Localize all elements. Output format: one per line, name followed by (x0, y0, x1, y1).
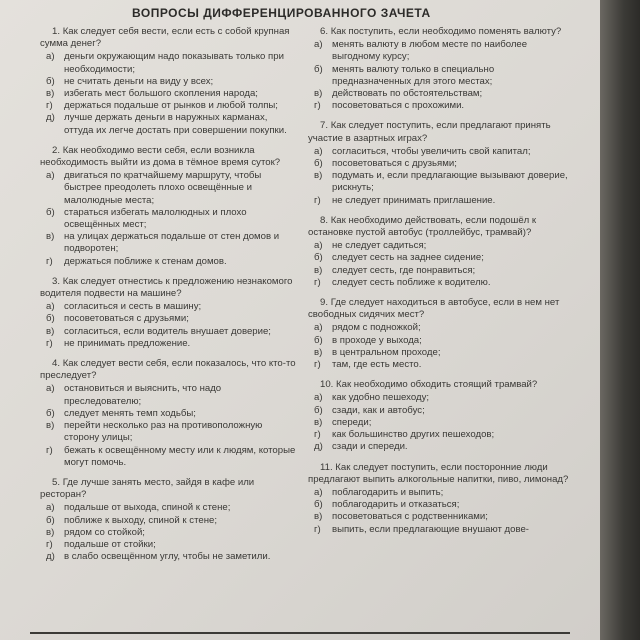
option-text: не принимать предложение. (64, 337, 191, 349)
answer-option (314, 429, 570, 441)
option-letter: в) (314, 170, 323, 182)
option-letter: г) (314, 194, 321, 206)
answer-option (314, 335, 570, 347)
option-letter: а) (46, 383, 55, 395)
answer-option (46, 515, 298, 527)
question-text: 2. Как необходимо вести себя, если возникла необходимость выйти из дома в тёмное время суток? (40, 144, 281, 169)
option-letter: в) (46, 231, 55, 243)
option-text: стараться избегать малолюдных и плохо освещённых мест; (64, 206, 247, 231)
answer-option (46, 207, 298, 231)
option-text: в слабо освещённом углу, чтобы не заметили. (64, 551, 271, 563)
answer-option (46, 313, 298, 325)
option-text: держаться подальше от рынков и любой толпы; (64, 100, 278, 112)
answer-option (314, 158, 570, 170)
answer-option (314, 146, 570, 158)
answer-option (46, 301, 298, 313)
option-text: поблагодарить и выпить; (332, 486, 444, 498)
answer-options (308, 39, 570, 112)
option-letter: в) (314, 511, 323, 523)
option-letter: а) (46, 51, 55, 63)
answer-option (46, 539, 298, 551)
option-text: сзади и спереди. (332, 441, 408, 453)
option-text: посоветоваться с прохожими. (332, 100, 465, 112)
answer-options (308, 487, 570, 536)
option-text: посоветоваться с родственниками; (332, 511, 488, 523)
answer-option (314, 524, 570, 536)
answer-options (308, 240, 570, 289)
option-text: на улицах держаться подальше от стен домов и подворотен; (64, 231, 280, 255)
option-text: сзади, как и автобус; (332, 404, 425, 416)
answer-options (308, 146, 570, 207)
question (40, 26, 298, 137)
answer-option (46, 551, 298, 563)
option-letter: г) (314, 100, 321, 112)
option-text: не следует садиться; (332, 240, 427, 252)
option-letter: д) (46, 112, 55, 124)
right-question-column (308, 26, 570, 544)
option-letter: г) (314, 359, 321, 371)
question-text: 8. Как необходимо действовать, если подошёл к остановке пустой автобус (троллейбус, трамвай)? (308, 214, 537, 239)
option-text: в проходе у выхода; (332, 334, 422, 346)
answer-option (314, 441, 570, 453)
answer-option (314, 487, 570, 499)
option-text: в центральном проходе; (332, 346, 441, 358)
option-text: следует сесть поближе к водителю. (332, 276, 491, 288)
answer-option (314, 405, 570, 417)
option-letter: г) (46, 538, 53, 550)
option-letter: в) (314, 416, 323, 428)
option-letter: д) (314, 441, 323, 453)
page-title: ВОПРОСЫ ДИФФЕРЕНЦИРОВАННОГО ЗАЧЕТА (132, 6, 431, 20)
answer-option (46, 408, 298, 420)
option-letter: б) (46, 75, 55, 87)
option-text: не следует принимать приглашение. (332, 194, 496, 206)
answer-options (40, 170, 298, 268)
option-letter: б) (314, 158, 323, 170)
option-letter: д) (46, 551, 55, 563)
option-letter: б) (314, 334, 323, 346)
answer-option (314, 39, 570, 63)
option-letter: в) (314, 88, 323, 100)
option-letter: а) (314, 392, 323, 404)
option-letter: а) (46, 170, 55, 182)
answer-option (46, 502, 298, 514)
option-text: бежать к освещённому месту или к людям, которые могут помочь. (64, 444, 296, 468)
option-text: действовать по обстоятельствам; (332, 88, 483, 100)
answer-options (308, 322, 570, 371)
answer-option (46, 338, 298, 350)
option-letter: г) (314, 523, 321, 535)
option-text: остановиться и выяснить, что надо преследователю; (64, 383, 222, 407)
answer-option (46, 112, 298, 136)
option-letter: б) (46, 514, 55, 526)
option-letter: а) (314, 322, 323, 334)
answer-option (314, 100, 570, 112)
option-letter: а) (46, 301, 55, 313)
option-text: подальше от стойки; (64, 538, 156, 550)
option-letter: г) (46, 337, 53, 349)
option-letter: в) (314, 264, 323, 276)
page-edge-shadow (600, 0, 640, 640)
question (308, 297, 570, 371)
answer-option (314, 392, 570, 404)
question-text: 11. Как следует поступить, если посторонние люди предлагают выпить алкогольные напитки, пиво, лимонад? (308, 461, 569, 485)
option-letter: в) (46, 526, 55, 538)
question (308, 215, 570, 289)
question (308, 120, 570, 206)
option-text: перейти несколько раз на противоположную сторону улицы; (64, 420, 263, 444)
answer-options (40, 51, 298, 136)
answer-option (314, 417, 570, 429)
answer-option (314, 195, 570, 207)
option-letter: б) (314, 499, 323, 511)
option-letter: г) (314, 429, 321, 441)
option-text: поближе к выходу, спиной к стене; (64, 514, 217, 526)
option-text: следует менять темп ходьбы; (64, 407, 196, 419)
question-text: 10. Как необходимо обходить стоящий трамвай? (320, 379, 538, 391)
option-text: подумать и, если предлагающие вызывают доверие, рискнуть; (332, 170, 568, 194)
option-text: посоветоваться с друзьями; (64, 313, 189, 325)
option-text: как большинство других пешеходов; (332, 429, 495, 441)
answer-option (46, 51, 298, 75)
option-text: двигаться по кратчайшему маршруту, чтобы быстрее преодолеть плохо освещённые и малолюдные места; (64, 170, 262, 206)
option-text: следует сесть, где понравиться; (332, 264, 476, 276)
option-letter: а) (314, 39, 323, 51)
option-letter: б) (46, 313, 55, 325)
answer-option (314, 499, 570, 511)
option-letter: б) (314, 404, 323, 416)
answer-option (314, 359, 570, 371)
option-text: менять валюту в любом месте по наиболее выгодному курсу; (332, 39, 528, 63)
option-letter: а) (314, 240, 323, 252)
option-text: там, где есть место. (332, 359, 422, 371)
option-letter: г) (46, 255, 53, 267)
option-text: выпить, если предлагающие внушают дове- (332, 523, 530, 535)
option-text: спереди; (332, 416, 372, 428)
option-text: согласиться, если водитель внушает доверие; (64, 325, 271, 337)
question-text: 1. Как следует себя вести, если есть с собой крупная сумма денег? (40, 26, 290, 50)
answer-option (46, 76, 298, 88)
option-letter: в) (46, 88, 55, 100)
bottom-divider (30, 632, 570, 634)
option-text: не считать деньги на виду у всех; (64, 75, 214, 87)
option-letter: б) (314, 63, 323, 75)
question-text: 9. Где следует находиться в автобусе, если в нем нет свободных сидячих мест? (308, 297, 560, 321)
answer-option (46, 100, 298, 112)
option-text: держаться поближе к стенам домов. (64, 255, 227, 267)
option-text: менять валюту только в специально предназначенных для этого местах; (332, 63, 495, 87)
option-text: следует сесть на заднее сидение; (332, 252, 484, 264)
question (308, 462, 570, 536)
question (40, 477, 298, 563)
option-text: согласиться и сесть в машину; (64, 301, 202, 313)
option-letter: а) (314, 145, 323, 157)
answer-option (46, 170, 298, 207)
answer-option (314, 240, 570, 252)
option-text: лучше держать деньги в наружных карманах, оттуда их легче достать при совершении покупки. (64, 112, 287, 136)
option-text: рядом со стойкой; (64, 526, 145, 538)
answer-option (314, 252, 570, 264)
answer-option (314, 347, 570, 359)
answer-option (46, 326, 298, 338)
option-letter: г) (314, 276, 321, 288)
option-letter: а) (46, 502, 55, 514)
left-question-column (40, 26, 298, 571)
option-text: согласиться, чтобы увеличить свой капитал; (332, 145, 531, 157)
option-letter: г) (46, 444, 53, 456)
answer-option (46, 527, 298, 539)
option-text: посоветоваться с друзьями; (332, 158, 457, 170)
option-text: деньги окружающим надо показывать только при необходимости; (64, 51, 284, 75)
answer-option (46, 445, 298, 469)
option-text: поблагодарить и отказаться; (332, 499, 460, 511)
option-letter: а) (314, 486, 323, 498)
question (40, 276, 298, 350)
option-text: избегать мест большого скопления народа; (64, 88, 258, 100)
question (40, 145, 298, 268)
answer-option (46, 256, 298, 268)
answer-options (40, 502, 298, 563)
option-letter: в) (46, 325, 55, 337)
answer-option (314, 265, 570, 277)
answer-option (46, 420, 298, 444)
option-letter: в) (314, 346, 323, 358)
option-letter: б) (46, 407, 55, 419)
option-text: подальше от выхода, спиной к стене; (64, 502, 231, 514)
question-text: 6. Как поступить, если необходимо поменять валюту? (320, 26, 562, 37)
answer-options (40, 383, 298, 468)
option-text: рядом с подножкой; (332, 322, 421, 334)
question (308, 26, 570, 112)
question (308, 379, 570, 453)
answer-option (46, 88, 298, 100)
answer-option (46, 383, 298, 407)
question-text: 4. Как следует вести себя, если показалось, что кто-то преследует? (40, 358, 296, 382)
answer-option (46, 231, 298, 255)
option-letter: б) (314, 252, 323, 264)
answer-option (314, 64, 570, 88)
answer-options (40, 301, 298, 350)
answer-option (314, 322, 570, 334)
question-text: 3. Как следует отнестись к предложению незнакомого водителя подвести на машине? (40, 275, 293, 300)
answer-options (308, 392, 570, 453)
answer-option (314, 277, 570, 289)
option-letter: в) (46, 420, 55, 432)
answer-option (314, 170, 570, 194)
option-letter: б) (46, 206, 55, 218)
option-text: как удобно пешеходу; (332, 392, 430, 404)
answer-option (314, 88, 570, 100)
option-letter: г) (46, 100, 53, 112)
question-text: 7. Как следует поступить, если предлагают принять участие в азартных играх? (308, 120, 551, 144)
answer-option (314, 511, 570, 523)
question (40, 358, 298, 469)
question-text: 5. Где лучше занять место, зайдя в кафе или ресторан? (40, 476, 255, 501)
